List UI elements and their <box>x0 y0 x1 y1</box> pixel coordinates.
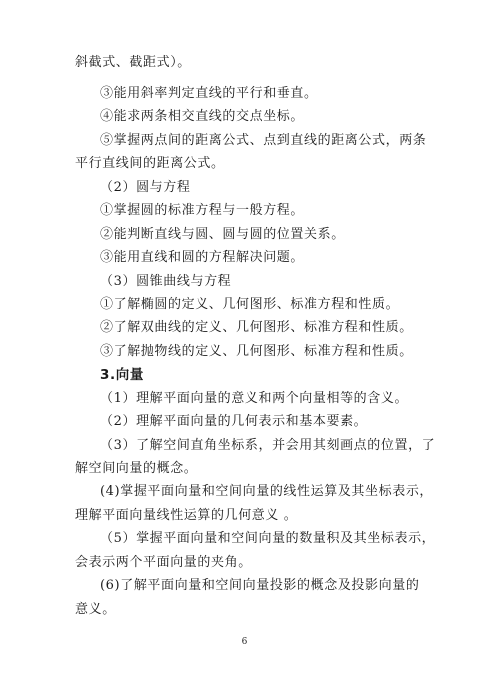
section-heading: 3.向量 <box>100 367 144 383</box>
text-line-item: ⑤掌握两点间的距离公式、点到直线的距离公式，两条 <box>100 133 427 148</box>
text-line-item: ③了解抛物线的定义、几何图形、标准方程和性质。 <box>100 344 413 359</box>
text-line-continuation: 意义。 <box>75 602 116 617</box>
subsection-heading: （3）圆锥曲线与方程 <box>100 274 232 289</box>
text-line-continuation: 平行直线间的距离公式。 <box>75 156 225 171</box>
text-line-item: (6)了解平面向量和空间向量投影的概念及投影向量的 <box>100 578 420 593</box>
text-line-item: ④能求两条相交直线的交点坐标。 <box>100 109 305 124</box>
text-line-item: ③能用直线和圆的方程解决问题。 <box>100 250 305 265</box>
text-line-item: （5）掌握平面向量和空间向量的数量积及其坐标表示， <box>100 531 436 546</box>
text-line-item: ②了解双曲线的定义、几何图形、标准方程和性质。 <box>100 320 413 335</box>
page-number: 6 <box>241 637 248 647</box>
subsection-heading: （2）圆与方程 <box>100 180 191 195</box>
text-line-item: （1）理解平面向量的意义和两个向量相等的含义。 <box>100 391 409 406</box>
text-line-item: (4)掌握平面向量和空间向量的线性运算及其坐标表示， <box>100 484 434 499</box>
text-line-item: ②能判断直线与圆、圆与圆的位置关系。 <box>100 227 345 242</box>
text-line-continuation: 斜截式、截距式）。 <box>75 55 191 70</box>
text-line-item: （2）理解平面向量的几何表示和基本要素。 <box>100 414 368 429</box>
text-line-item: ①了解椭圆的定义、几何图形、标准方程和性质。 <box>100 297 400 312</box>
text-line-item: ①掌握圆的标准方程与一般方程。 <box>100 203 305 218</box>
text-line-item: ③能用斜率判定直线的平行和垂直。 <box>100 86 318 101</box>
text-line-item: （3）了解空间直角坐标系，并会用其刻画点的位置，了 <box>100 438 436 453</box>
text-line-continuation: 会表示两个平面向量的夹角。 <box>75 555 252 570</box>
text-line-continuation: 解空间向量的概念。 <box>75 461 198 476</box>
text-line-continuation: 理解平面向量线性运算的几何意义 。 <box>75 508 298 523</box>
